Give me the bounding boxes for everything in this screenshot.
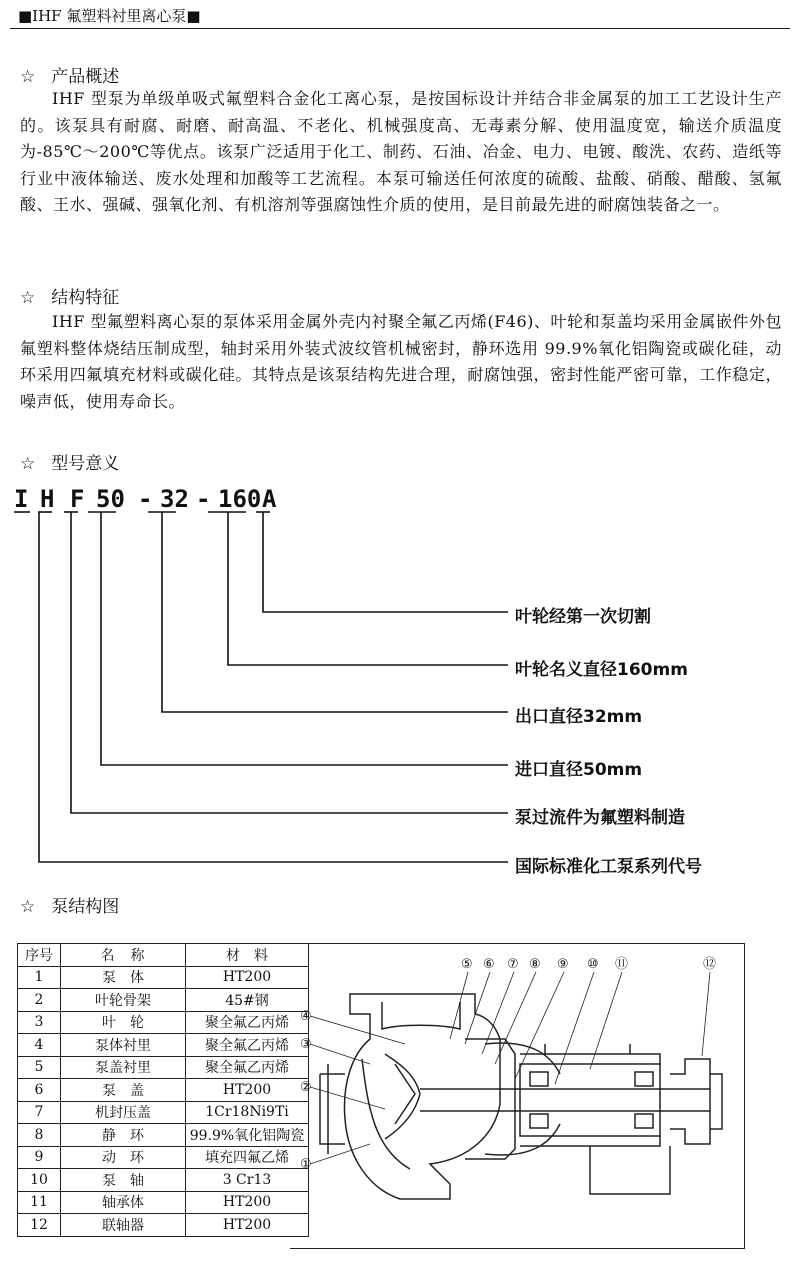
callout-3: ③ — [300, 1037, 312, 1052]
support-foot — [590, 1146, 670, 1194]
callout-5: ⑤ — [461, 957, 473, 972]
cell-material: 45#钢 — [186, 989, 309, 1012]
cell-material: 填充四氟乙烯 — [186, 1146, 309, 1169]
cell-no: 3 — [18, 1011, 61, 1034]
cell-material: HT200 — [186, 966, 309, 989]
code-part-outlet: 32 — [160, 485, 189, 513]
label-fluoroplastic: 泵过流件为氟塑料制造 — [515, 808, 685, 828]
pump-drawing-frame — [290, 943, 745, 1249]
callout-11: ⑪ — [615, 957, 629, 972]
cell-name: 泵体衬里 — [61, 1034, 186, 1057]
cell-name: 动 环 — [61, 1146, 186, 1169]
cell-material: 聚全氟乙丙烯 — [186, 1034, 309, 1057]
table-row — [18, 1191, 309, 1214]
cell-no: 4 — [18, 1034, 61, 1057]
callout-10: ⑩ — [587, 957, 599, 972]
cell-name: 轴承体 — [61, 1191, 186, 1214]
code-part-dash: - — [138, 485, 153, 513]
bearing-housing-outline — [520, 1064, 660, 1136]
impeller-vane — [395, 1064, 415, 1124]
label-impeller-cut: 叶轮经第一次切割 — [515, 607, 651, 627]
cell-material: 1Cr18Ni9Ti — [186, 1101, 309, 1124]
structure-title: 结构特征 — [51, 288, 120, 308]
callout-1: ① — [300, 1157, 312, 1172]
cell-no: 8 — [18, 1124, 61, 1147]
star-icon: ☆ — [20, 897, 36, 917]
code-part-inlet: 50 — [96, 485, 125, 513]
star-icon: ☆ — [20, 288, 36, 308]
cell-material: 3 Cr13 — [186, 1169, 309, 1192]
cell-name: 静 环 — [61, 1124, 186, 1147]
overview-title: 产品概述 — [51, 67, 120, 87]
label-impeller-diameter: 叶轮名义直径160mm — [515, 660, 688, 680]
callout-12: ⑫ — [703, 957, 717, 972]
pump-cover — [465, 1039, 515, 1159]
cell-material: HT200 — [186, 1079, 309, 1102]
cell-name: 泵 体 — [61, 966, 186, 989]
cell-no: 12 — [18, 1214, 61, 1237]
table-row — [18, 1034, 309, 1057]
cell-name: 泵 盖 — [61, 1079, 186, 1102]
cell-name: 联轴器 — [61, 1214, 186, 1237]
diagram-section-title — [20, 892, 119, 917]
impeller-profile — [385, 1054, 420, 1139]
table-row — [18, 966, 309, 989]
model-title: 型号意义 — [51, 454, 120, 474]
coupling-hub — [710, 1074, 722, 1129]
cell-no: 2 — [18, 989, 61, 1012]
label-outlet-diameter: 出口直径32mm — [515, 707, 643, 727]
structure-paragraph: IHF 型氟塑料离心泵的泵体采用金属外壳内衬聚全氟乙丙烯(F46)、叶轮和泵盖均采用金属嵌件外包氟塑料整体烧结压制成型，轴封采用外装式波纹管机械密封，静环选用 99.9%氧化铝陶瓷或碳化硅，动环采用四氟填充材料或碳化硅。其特点是该泵结构先进合理，耐腐蚀强，密封性能严密可靠，工作稳定，噪声低，使用寿命长。 — [20, 312, 782, 411]
cell-no: 5 — [18, 1056, 61, 1079]
callout-9: ⑨ — [557, 957, 569, 972]
overview-paragraph: IHF 型泵为单级单吸式氟塑料合金化工离心泵，是按国标设计并结合非金属泵的加工工艺设计生产的。该泵具有耐腐、耐磨、耐高温、不老化、机械强度高、无毒素分解、使用温度宽，输送介质温度为-85℃～200℃等优点。该泵广泛适用于化工、制药、石油、冶金、电力、电镀、酸洗、农药、造纸等行业中液体输送、废水处理和加酸等工艺流程。本泵可输送任何浓度的硫酸、盐酸、硝酸、醋酸、氢氟酸、王水、强碱、强氧化剂、有机溶剂等强腐蚀性介质的使用，是目前最先进的耐腐蚀装备之一。 — [20, 89, 782, 214]
cell-material: 聚全氟乙丙烯 — [186, 1011, 309, 1034]
coupling — [670, 1059, 710, 1144]
pump-shaft — [420, 1089, 710, 1111]
code-part-h: H — [40, 485, 55, 513]
cell-no: 1 — [18, 966, 61, 989]
header-name: 名 称 — [61, 944, 186, 967]
table-row — [18, 1079, 309, 1102]
code-part-dash: - — [196, 485, 211, 513]
bearing-right-top — [635, 1072, 653, 1086]
outlet-flange — [382, 1002, 460, 1029]
oil-caps — [545, 1044, 630, 1054]
callout-7: ⑦ — [507, 957, 519, 972]
table-row — [18, 1169, 309, 1192]
callout-8: ⑧ — [529, 957, 541, 972]
label-series-code: 国际标准化工泵系列代号 — [515, 857, 702, 877]
cell-no: 6 — [18, 1079, 61, 1102]
suction-flange — [320, 1074, 345, 1144]
table-row — [18, 1214, 309, 1237]
cell-name: 叶轮骨架 — [61, 989, 186, 1012]
bearing-right-bottom — [635, 1114, 653, 1128]
callout-2: ② — [300, 1080, 312, 1095]
cell-material: 聚全氟乙丙烯 — [186, 1056, 309, 1079]
pump-cross-section-drawing — [290, 944, 744, 1248]
table-header-row — [18, 944, 309, 967]
cell-no: 11 — [18, 1191, 61, 1214]
star-icon: ☆ — [20, 67, 36, 87]
cell-no: 10 — [18, 1169, 61, 1192]
cell-material: HT200 — [186, 1191, 309, 1214]
diagram-title: 泵结构图 — [51, 897, 120, 917]
label-inlet-diameter: 进口直径50mm — [515, 760, 643, 780]
callout-6: ⑥ — [483, 957, 495, 972]
code-part-f: F — [70, 485, 85, 513]
table-row — [18, 1146, 309, 1169]
code-part-i: I — [14, 485, 29, 513]
header-material: 材 料 — [186, 944, 309, 967]
code-part-cut: A — [262, 485, 277, 513]
cell-no: 7 — [18, 1101, 61, 1124]
cell-name: 机封压盖 — [61, 1101, 186, 1124]
cell-name: 叶 轮 — [61, 1011, 186, 1034]
table-row — [18, 989, 309, 1012]
table-row — [18, 1124, 309, 1147]
cell-name: 泵盖衬里 — [61, 1056, 186, 1079]
bracket-arms — [485, 1043, 560, 1155]
bearing-left-top — [530, 1072, 548, 1086]
bearing-left-bottom — [530, 1114, 548, 1128]
page-header: ■IHF 氟塑料衬里离心泵■ — [18, 7, 201, 25]
code-part-impeller: 160 — [218, 485, 262, 513]
table-row — [18, 1056, 309, 1079]
cell-material: HT200 — [186, 1214, 309, 1237]
table-row — [18, 1011, 309, 1034]
header-no: 序号 — [18, 944, 61, 967]
star-icon: ☆ — [20, 454, 36, 474]
callout-4: ④ — [300, 1009, 312, 1024]
cell-name: 泵 轴 — [61, 1169, 186, 1192]
parts-table — [17, 943, 309, 1237]
cell-no: 9 — [18, 1146, 61, 1169]
cell-material: 99.9%氧化铝陶瓷 — [186, 1124, 309, 1147]
table-row — [18, 1101, 309, 1124]
